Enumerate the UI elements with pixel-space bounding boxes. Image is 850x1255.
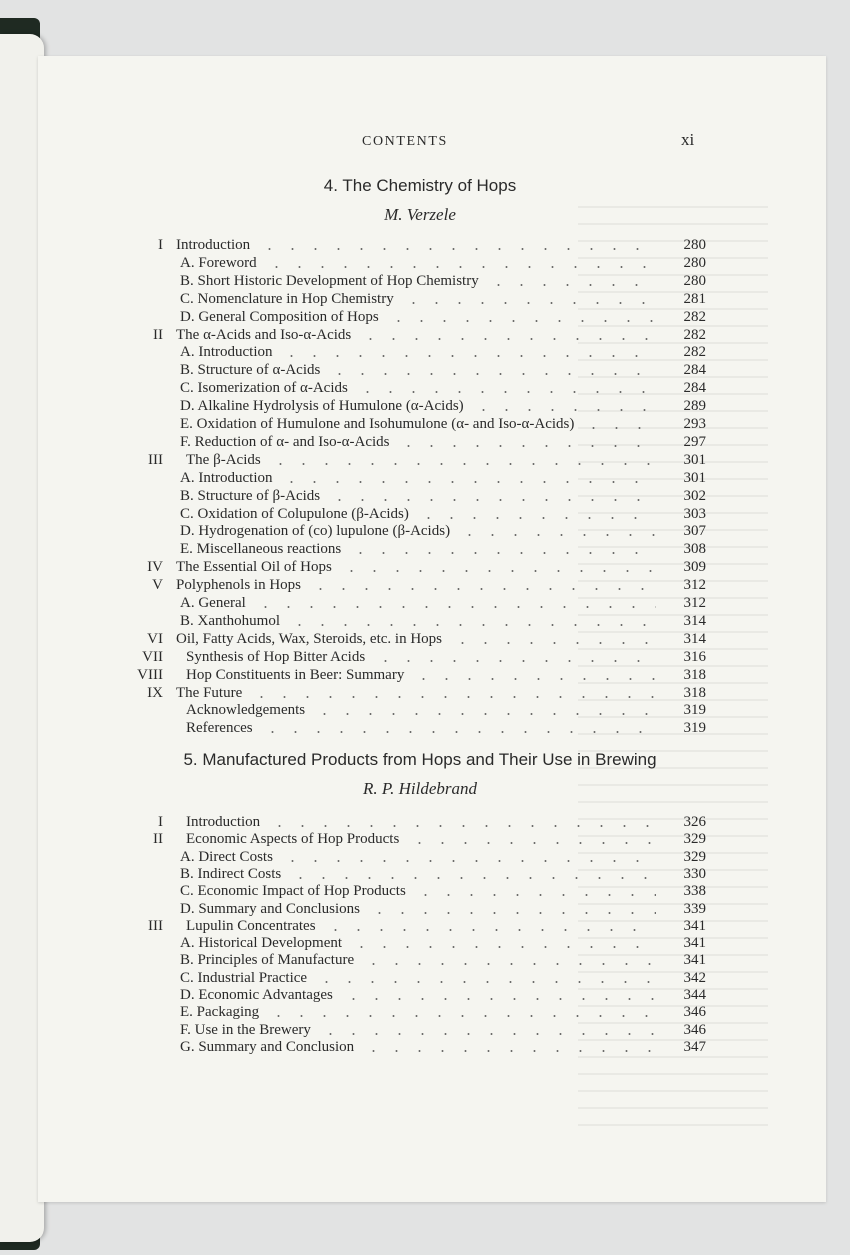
entry-page-number: 312 [683, 577, 706, 594]
toc-entry [0, 934, 850, 952]
entry-label: D. Alkaline Hydrolysis of Humulone (α-Acids) [180, 398, 464, 415]
entry-label: The Essential Oil of Hops [176, 559, 332, 576]
toc-entry [0, 451, 850, 469]
dot-leader [414, 882, 656, 900]
toc-entry [0, 917, 850, 935]
toc-entry [0, 1021, 850, 1039]
dot-leader [582, 415, 656, 433]
entry-label: C. Nomenclature in Hop Chemistry [180, 290, 394, 307]
entry-label: A. Introduction [180, 469, 273, 486]
entry-label: C. Economic Impact of Hop Products [180, 883, 406, 900]
toc-entry [0, 415, 850, 433]
entry-page-number: 312 [683, 595, 706, 611]
entry-page-number: 318 [683, 684, 706, 701]
dot-leader [280, 469, 656, 487]
entry-label: Introduction [176, 237, 251, 253]
entry-page-number: 284 [683, 362, 706, 379]
entry-label: F. Reduction of α- and Iso-α-Acids [180, 433, 390, 450]
entry-label: Hop Constituents in Beer: Summary [186, 666, 405, 683]
dot-leader [250, 684, 656, 702]
toc-entry [0, 308, 850, 326]
toc-entry [0, 576, 850, 594]
entry-label: References [186, 720, 253, 737]
dot-leader [254, 594, 656, 612]
dot-leader [324, 917, 656, 935]
toc-entry [0, 848, 850, 866]
entry-page-number: 326 [683, 814, 706, 830]
dot-leader [356, 379, 656, 397]
entry-label: The β-Acids [186, 451, 261, 468]
entry-page-number: 280 [683, 237, 706, 253]
entry-label: The α-Acids and Iso-α-Acids [176, 326, 352, 343]
entry-page-number: 307 [683, 523, 706, 540]
toc-entry [0, 951, 850, 969]
entry-label: C. Industrial Practice [180, 969, 308, 986]
entry-page-number: 281 [683, 290, 706, 307]
toc-entry [0, 505, 850, 523]
entry-number: I [158, 814, 163, 830]
toc-entry [0, 882, 850, 900]
dot-leader [451, 630, 656, 648]
entry-page-number: 330 [683, 865, 706, 882]
entry-number: III [148, 451, 163, 468]
dot-leader [368, 900, 656, 918]
chapter-title: 5. Manufactured Products from Hops and Their Use in Brewing [183, 750, 657, 769]
entry-page-number: 303 [683, 505, 706, 522]
entry-number: II [153, 831, 163, 848]
entry-page-number: 341 [683, 917, 706, 934]
toc-entry [0, 433, 850, 451]
entry-page-number: 346 [683, 1004, 706, 1021]
running-head: CONTENTS [362, 134, 448, 149]
entry-page-number: 341 [683, 935, 706, 952]
entry-page-number: 318 [683, 666, 706, 683]
entry-page-number: 309 [683, 559, 706, 576]
entry-label: Acknowledgements [186, 702, 306, 719]
dot-leader [258, 236, 656, 254]
dot-leader [261, 719, 656, 737]
entry-label: B. Principles of Manufacture [180, 952, 355, 969]
entry-page-number: 344 [683, 987, 706, 1003]
toc-entry [0, 540, 850, 558]
entry-page-number: 338 [683, 883, 706, 900]
entry-number: V [152, 577, 163, 594]
entry-label: C. Oxidation of Colupulone (β-Acids) [180, 505, 409, 522]
entry-number: I [158, 237, 163, 253]
entry-label: E. Oxidation of Humulone and Isohumulone (α- and Iso-α-Acids) [180, 416, 575, 432]
entry-label: E. Miscellaneous reactions [180, 541, 342, 558]
entry-label: D. Hydrogenation of (co) lupulone (β-Acids) [180, 523, 451, 540]
dot-leader [319, 1021, 656, 1039]
entry-page-number: 282 [683, 344, 706, 361]
toc-entry [0, 236, 850, 254]
entry-page-number: 316 [683, 648, 706, 665]
dot-leader [288, 612, 656, 630]
toc-entry [0, 813, 850, 831]
entry-page-number: 319 [683, 702, 706, 719]
entry-number: IV [147, 559, 163, 576]
toc-entry [0, 648, 850, 666]
dot-leader [472, 397, 656, 415]
entry-page-number: 314 [683, 612, 706, 629]
dot-leader [350, 934, 656, 952]
toc-entry [0, 1038, 850, 1056]
dot-leader [313, 701, 656, 719]
entry-label: F. Use in the Brewery [180, 1021, 311, 1038]
dot-leader [289, 865, 656, 883]
entry-page-number: 297 [683, 433, 706, 450]
dot-leader [268, 813, 656, 831]
toc-entry [0, 666, 850, 684]
toc-entry [0, 719, 850, 737]
dot-leader [340, 558, 656, 576]
dot-leader [408, 830, 656, 848]
entry-label: B. Indirect Costs [180, 865, 282, 882]
entry-label: Lupulin Concentrates [186, 917, 316, 934]
dot-leader [309, 576, 656, 594]
page-folio: xi [681, 130, 695, 149]
entry-page-number: 280 [683, 254, 706, 271]
entry-label: G. Summary and Conclusion [180, 1038, 355, 1055]
dot-leader [342, 986, 656, 1004]
entry-number: IX [147, 684, 163, 701]
entry-label: B. Xanthohumol [180, 612, 280, 629]
entry-page-number: 302 [683, 487, 706, 504]
dot-leader [281, 848, 656, 866]
entry-label: A. Introduction [180, 344, 273, 361]
entry-label: E. Packaging [180, 1004, 260, 1021]
entry-page-number: 346 [683, 1021, 706, 1038]
entry-label: Economic Aspects of Hop Products [186, 831, 400, 848]
toc-entry [0, 701, 850, 719]
entry-page-number: 347 [683, 1038, 706, 1055]
toc-entry [0, 594, 850, 612]
dot-leader [412, 666, 656, 684]
entry-label: Introduction [186, 814, 261, 830]
chapter-author: R. P. Hildebrand [363, 779, 477, 798]
entry-label: Oil, Fatty Acids, Wax, Steroids, etc. in Hops [176, 630, 443, 647]
entry-page-number: 314 [683, 630, 706, 647]
entry-page-number: 339 [683, 900, 706, 917]
dot-leader [362, 1038, 656, 1056]
entry-page-number: 308 [683, 541, 706, 558]
entry-number: II [153, 326, 163, 343]
toc-entry [0, 684, 850, 702]
dot-leader [417, 505, 656, 523]
dot-leader [397, 433, 656, 451]
entry-label: Synthesis of Hop Bitter Acids [186, 648, 366, 665]
dot-leader [387, 308, 656, 326]
toc-entry [0, 830, 850, 848]
chapter-title: 4. The Chemistry of Hops [323, 176, 517, 195]
toc-entry [0, 326, 850, 344]
entry-label: B. Structure of β-Acids [180, 487, 321, 504]
entry-label: A. Historical Development [180, 935, 343, 952]
entry-page-number: 301 [683, 469, 706, 486]
toc-entry [0, 969, 850, 987]
entry-label: B. Short Historic Development of Hop Chemistry [180, 272, 479, 289]
entry-page-number: 280 [683, 272, 706, 289]
dot-leader [359, 326, 656, 344]
dot-leader [269, 451, 656, 469]
toc-entry [0, 522, 850, 540]
entry-page-number: 319 [683, 720, 706, 737]
dot-leader [349, 540, 656, 558]
toc-entry [0, 343, 850, 361]
dot-leader [328, 361, 656, 379]
entry-page-number: 329 [683, 831, 706, 848]
entry-label: B. Structure of α-Acids [180, 362, 321, 379]
entry-page-number: 282 [683, 308, 706, 325]
toc-entry [0, 612, 850, 630]
entry-page-number: 342 [683, 969, 706, 986]
chapter-author: M. Verzele [384, 205, 456, 224]
dot-leader [328, 487, 656, 505]
toc-entry [0, 272, 850, 290]
toc-entry [0, 986, 850, 1004]
entry-page-number: 329 [683, 848, 706, 865]
dot-leader [374, 648, 656, 666]
dot-leader [315, 969, 656, 987]
entry-page-number: 289 [683, 398, 706, 415]
dot-leader [280, 343, 656, 361]
entry-page-number: 341 [683, 952, 706, 969]
entry-page-number: 284 [683, 380, 706, 397]
entry-label: A. General [180, 595, 246, 611]
entry-number: VII [142, 648, 163, 665]
entry-page-number: 293 [683, 416, 706, 432]
toc-entry [0, 630, 850, 648]
entry-label: D. General Composition of Hops [180, 308, 379, 325]
dot-leader [402, 290, 656, 308]
toc-entry [0, 865, 850, 883]
dot-leader [458, 522, 656, 540]
entry-number: III [148, 917, 163, 934]
toc-entry [0, 379, 850, 397]
entry-label: The Future [176, 684, 243, 701]
entry-number: VIII [137, 666, 163, 683]
entry-label: D. Economic Advantages [180, 987, 333, 1003]
toc-entry [0, 469, 850, 487]
toc-entry [0, 290, 850, 308]
entry-label: C. Isomerization of α-Acids [180, 380, 348, 397]
entry-label: A. Direct Costs [180, 848, 273, 865]
entry-label: Polyphenols in Hops [176, 577, 302, 594]
entry-number: VI [147, 630, 163, 647]
toc-entry [0, 487, 850, 505]
entry-page-number: 282 [683, 326, 706, 343]
toc-entry [0, 558, 850, 576]
toc-entry [0, 1003, 850, 1021]
entry-label: D. Summary and Conclusions [180, 900, 360, 917]
dot-leader [487, 272, 656, 290]
dot-leader [267, 1003, 656, 1021]
entry-page-number: 301 [683, 451, 706, 468]
toc-entry [0, 397, 850, 415]
entry-label: A. Foreword [180, 254, 257, 271]
toc-entry [0, 361, 850, 379]
toc-entry [0, 254, 850, 272]
toc-entry [0, 900, 850, 918]
dot-leader [265, 254, 656, 272]
dot-leader [362, 951, 656, 969]
